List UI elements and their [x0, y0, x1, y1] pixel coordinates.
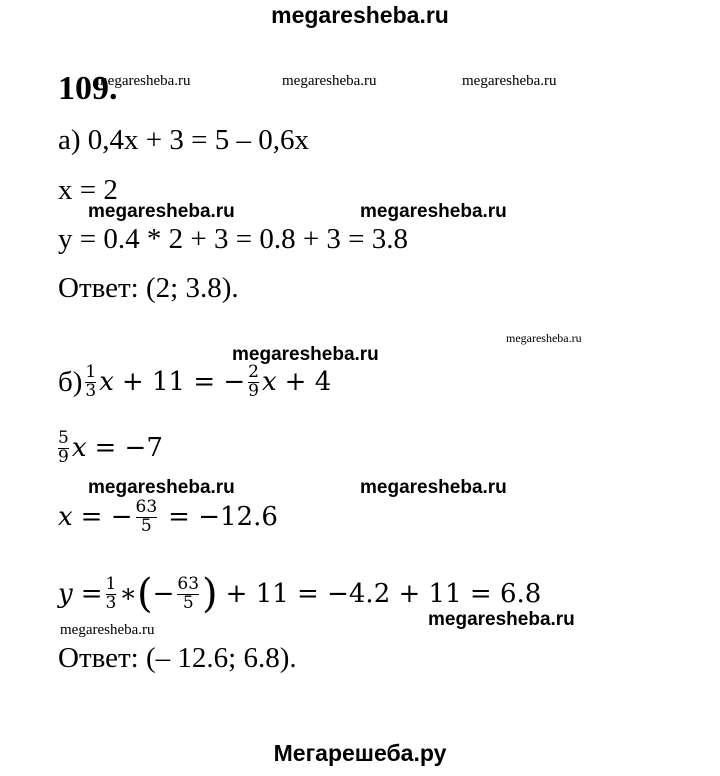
part-b-equation: б) $\frac{1}{3}$ x + 11 = − $\frac{2}{9}$ x + 4: [58, 362, 332, 401]
part-a-y-solution: y = 0.4 * 2 + 3 = 0.8 + 3 = 3.8: [58, 223, 409, 255]
part-a-x-solution: x = 2: [58, 174, 118, 206]
watermark: megaresheba.ru: [96, 73, 191, 89]
part-b-x-solution: x = − $\frac{63}{5}$ = −12.6: [58, 497, 278, 536]
site-footer[interactable]: Мегарешеба.ру: [273, 740, 447, 766]
part-a-equation: а) 0,4х + 3 = 5 – 0,6х: [58, 124, 309, 156]
watermark: megaresheba.ru: [232, 344, 379, 365]
watermark: megaresheba.ru: [360, 477, 507, 498]
watermark: megaresheba.ru: [506, 331, 582, 345]
part-b-step2: $\frac{5}{9}$ x = −7: [58, 428, 163, 467]
fraction: $\frac{1}{3}$: [105, 573, 117, 613]
part-b-label: б): [58, 365, 83, 398]
watermark: megaresheba.ru: [462, 73, 557, 89]
watermark: megaresheba.ru: [60, 622, 155, 638]
watermark: megaresheba.ru: [360, 201, 507, 222]
fraction: $\frac{2}{9}$: [248, 362, 259, 401]
fraction: $\frac{63}{5}$: [177, 573, 200, 613]
fraction: $\frac{1}{3}$: [85, 362, 97, 401]
site-header[interactable]: megaresheba.ru: [271, 2, 449, 28]
watermark: megaresheba.ru: [282, 73, 377, 89]
watermark: megaresheba.ru: [88, 201, 235, 222]
part-b-answer: Ответ: (– 12.6; 6.8).: [58, 642, 297, 674]
task-number: 109.: [58, 70, 118, 107]
watermark: megaresheba.ru: [88, 477, 235, 498]
watermark: megaresheba.ru: [428, 609, 575, 630]
part-a-answer: Ответ: (2; 3.8).: [58, 272, 239, 304]
fraction: $\frac{63}{5}$: [135, 497, 158, 536]
fraction: $\frac{5}{9}$: [58, 428, 69, 467]
part-b-y-solution: y = $\frac{1}{3}$ ∗ ( − $\frac{63}{5}$ ) + 11 = −4.2 + 11 = 6.8: [58, 571, 542, 617]
